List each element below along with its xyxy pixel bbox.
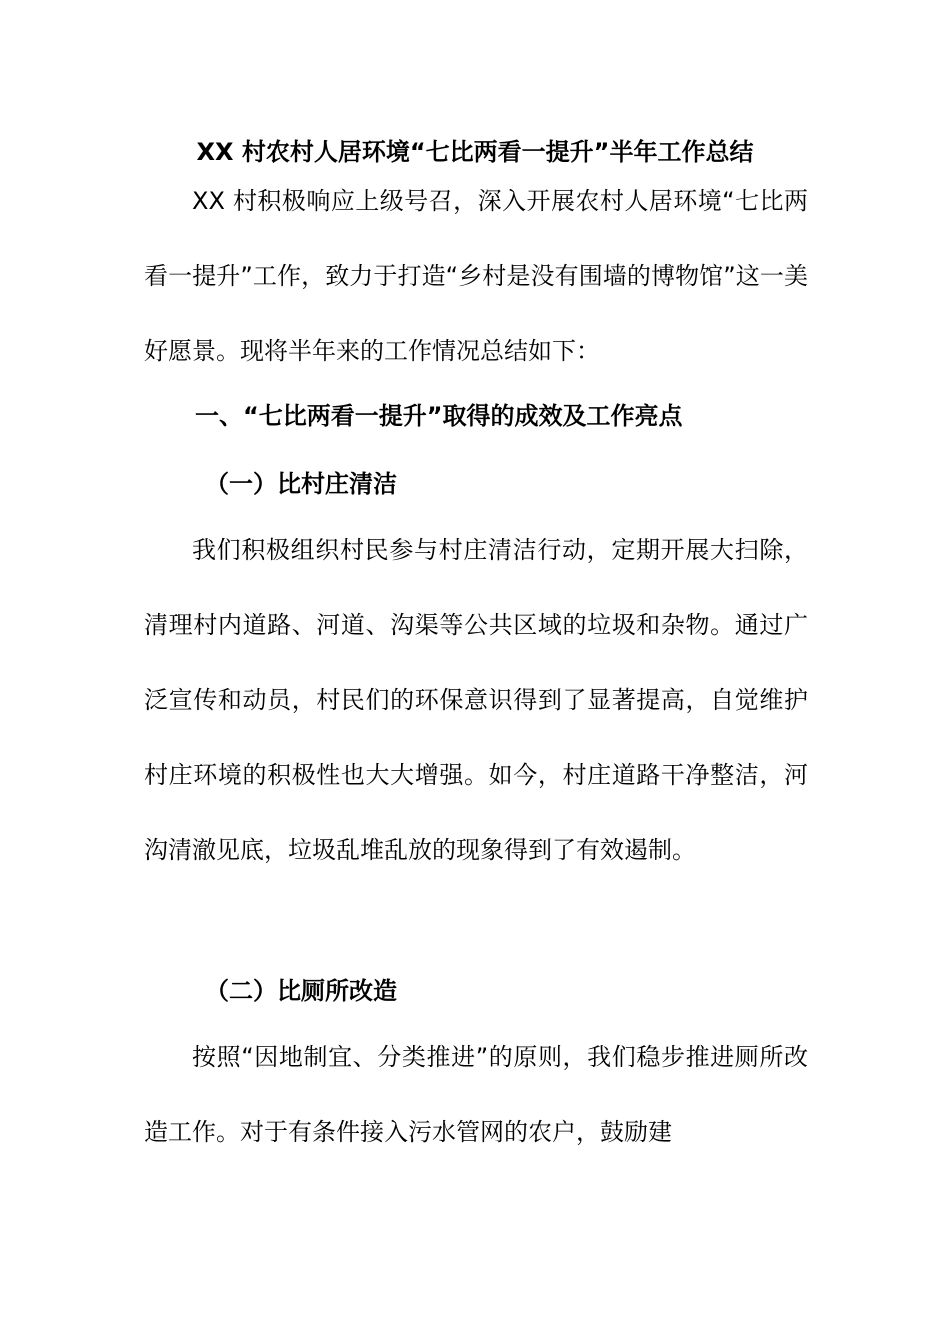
subsection-1-paragraph: 我们积极组织村民参与村庄清洁行动，定期开展大扫除，清理村内道路、河道、沟渠等公共区域的垃圾和杂物。通过广泛宣传和动员，村民们的环保意识得到了显著提高，自觉维护村庄环境的积极性也大大增强。如今，村庄道路干净整洁，河沟清澈见底，垃圾乱堆乱放的现象得到了有效遏制。 bbox=[144, 536, 808, 864]
subsection-2-paragraph: 按照“因地制宜、分类推进”的原则，我们稳步推进厕所改造工作。对于有条件接入污水管网的农户，鼓励建 bbox=[144, 1043, 808, 1146]
intro-paragraph: XX 村积极响应上级号召，深入开展农村人居环境“七比两看一提升”工作，致力于打造“乡村是没有围墙的博物馆”这一美好愿景。现将半年来的工作情况总结如下： bbox=[144, 187, 808, 365]
document-title: XX 村农村人居环境“七比两看一提升”半年工作总结 bbox=[196, 138, 754, 166]
subsection-heading-2: （二）比厕所改造 bbox=[205, 977, 397, 1005]
section-heading-1: 一、“七比两看一提升”取得的成效及工作亮点 bbox=[195, 402, 683, 430]
subsection-heading-1: （一）比村庄清洁 bbox=[205, 470, 397, 498]
